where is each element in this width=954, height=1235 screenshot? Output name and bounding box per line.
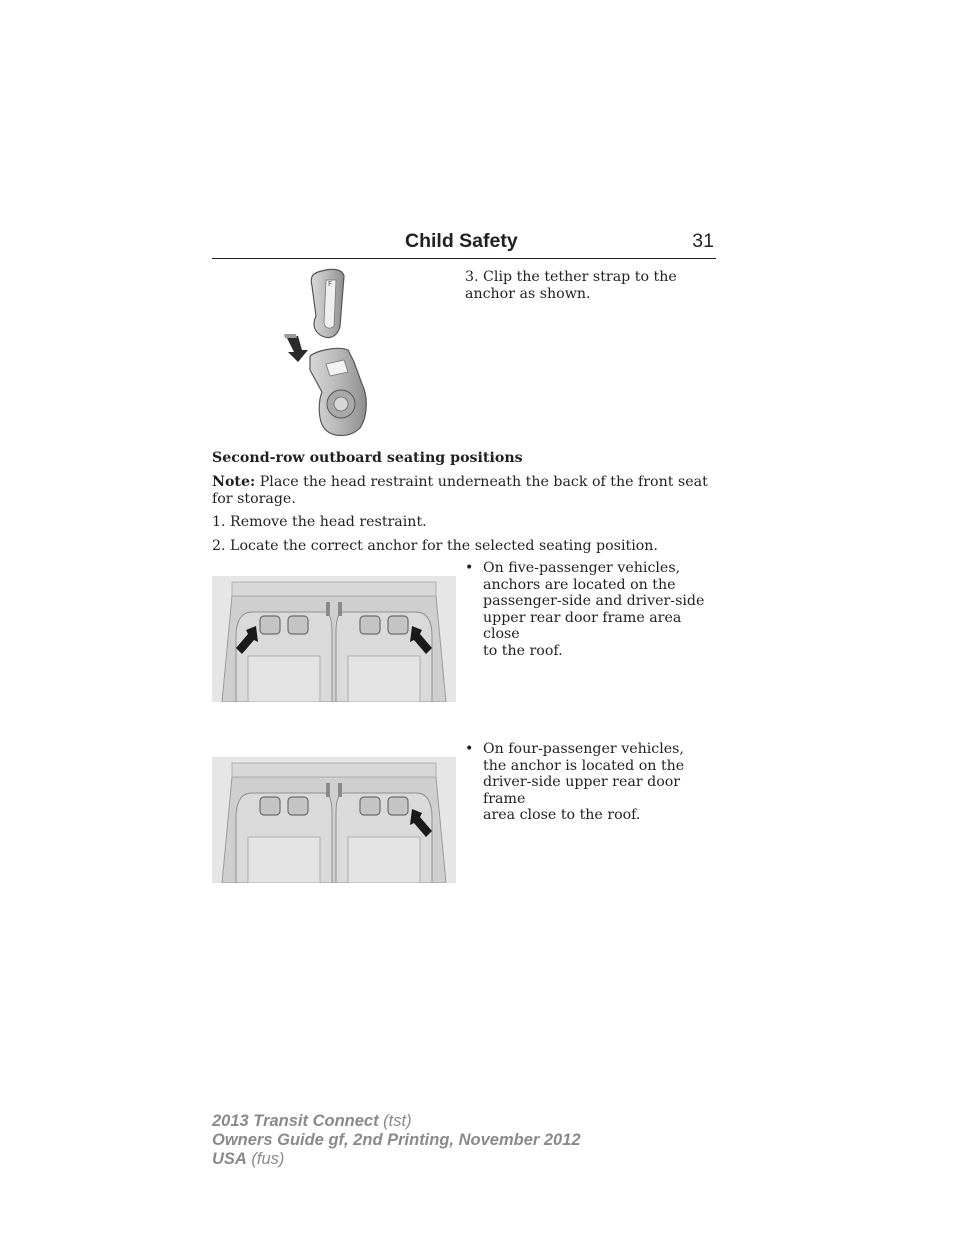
footer-line-2 [212, 1131, 581, 1150]
bullet-dot: • [465, 560, 474, 576]
bullet-dot: • [465, 741, 474, 757]
bullet-line: On five-passenger vehicles, [483, 560, 681, 576]
five-passenger-anchor-illustration [212, 576, 456, 702]
bullet-line: anchors are located on the [483, 576, 676, 593]
footer-line-1 [212, 1112, 581, 1131]
bullet-line: area close to the roof. [483, 807, 641, 823]
section-title: Child Safety [405, 230, 518, 252]
footer-model: 2013 Transit Connect [212, 1112, 379, 1130]
bullet-line: to the roof. [483, 642, 563, 659]
subheading: Second-row outboard seating positions [212, 450, 523, 466]
footer-line-3 [212, 1150, 581, 1169]
bullet-text [483, 560, 715, 659]
svg-text:F: F [328, 280, 333, 288]
step-3-text [465, 269, 715, 302]
page-header [212, 228, 716, 259]
step-2: 2. Locate the correct anchor for the selected seating position. [212, 538, 658, 554]
footer-market: USA [212, 1150, 247, 1168]
note-text: Place the head restraint underneath the back of the front seat for storage. [212, 474, 708, 507]
tether-clip-illustration [278, 266, 378, 438]
footer-market-code: (fus) [246, 1150, 285, 1168]
bullet-line: driver-side upper rear door frame [483, 774, 681, 807]
four-passenger-anchor-illustration [212, 757, 456, 883]
bullet-line: upper rear door frame area close [483, 609, 682, 642]
page-number: 31 [692, 230, 714, 252]
bullet-line: the anchor is located on the [483, 757, 685, 774]
note-label: Note: [212, 474, 256, 490]
bullet-five-passenger [465, 560, 715, 659]
page-footer [212, 1112, 581, 1169]
bullet-four-passenger [465, 741, 715, 823]
footer-edition: Owners Guide gf, 2nd Printing, November 2012 [212, 1131, 581, 1149]
footer-model-code: (tst) [378, 1112, 412, 1130]
bullet-line: On four-passenger vehicles, [483, 741, 684, 757]
bullet-line: passenger-side and driver-side [483, 593, 705, 609]
bullet-text [483, 741, 715, 824]
step-1: 1. Remove the head restraint. [212, 514, 427, 530]
note-paragraph [212, 474, 716, 507]
step-3-content: 3. Clip the tether strap to the anchor as shown. [465, 269, 677, 302]
